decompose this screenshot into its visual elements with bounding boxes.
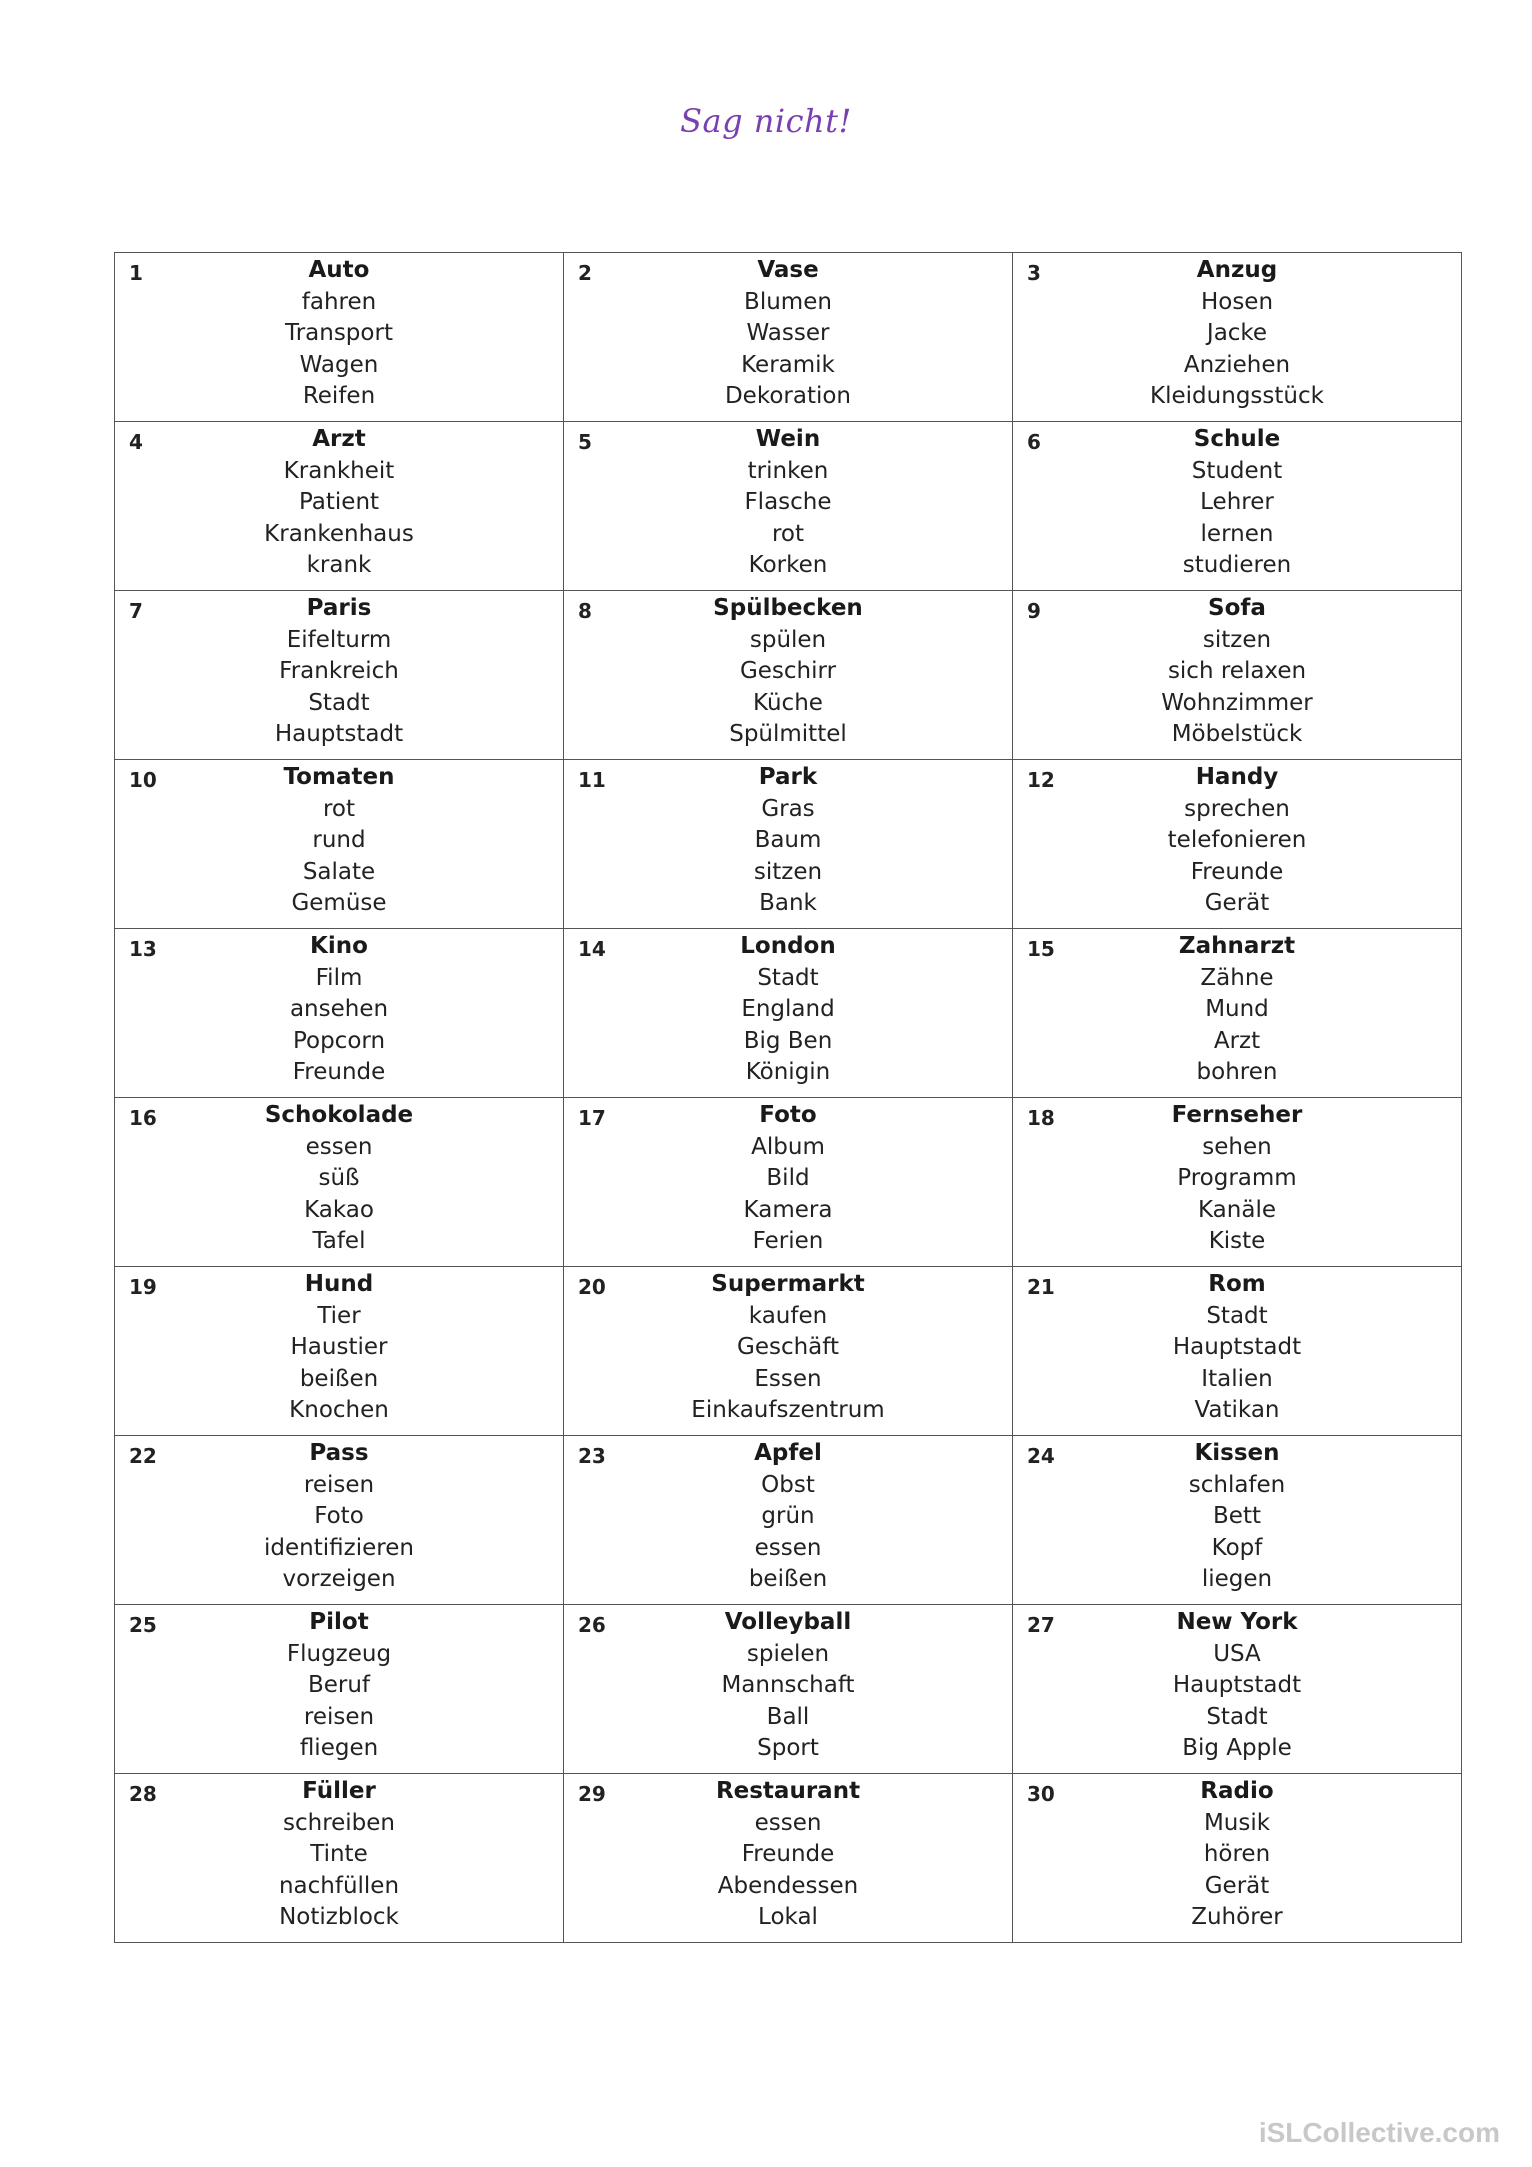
- card-number: 1: [129, 261, 143, 285]
- target-word: New York: [1176, 1609, 1298, 1635]
- forbidden-word: vorzeigen: [282, 1566, 396, 1592]
- forbidden-word: reisen: [303, 1703, 375, 1730]
- card-words: [564, 253, 1012, 413]
- forbidden-word: Stadt: [1206, 1302, 1268, 1329]
- taboo-card: [115, 1267, 564, 1436]
- card-row: [115, 253, 1462, 422]
- card-row: [115, 422, 1462, 591]
- card-words: [115, 253, 563, 413]
- card-row: [115, 591, 1462, 760]
- target-word: Rom: [1208, 1271, 1266, 1297]
- card-row: [115, 1098, 1462, 1267]
- card-number: 23: [578, 1444, 606, 1468]
- forbidden-word: Notizblock: [279, 1904, 399, 1930]
- forbidden-word: Frankreich: [279, 658, 399, 684]
- forbidden-word: Album: [751, 1133, 825, 1160]
- target-word: Tomaten: [283, 764, 395, 790]
- forbidden-word: Hauptstadt: [1172, 1334, 1302, 1360]
- card-number: 16: [129, 1106, 157, 1130]
- forbidden-word: Geschirr: [739, 658, 837, 684]
- target-word: Pilot: [309, 1609, 369, 1635]
- forbidden-word: Flasche: [744, 489, 832, 515]
- forbidden-word: spülen: [749, 626, 827, 653]
- forbidden-word: sprechen: [1184, 795, 1290, 822]
- taboo-card: [564, 253, 1013, 422]
- forbidden-word: Korken: [748, 552, 828, 578]
- forbidden-word: Gerät: [1204, 890, 1270, 916]
- forbidden-word: fahren: [301, 288, 377, 315]
- taboo-card: [564, 1774, 1013, 1943]
- card-words: [115, 1436, 563, 1596]
- target-word: Zahnarzt: [1178, 933, 1296, 959]
- card-words: [1013, 929, 1461, 1089]
- taboo-card: [564, 591, 1013, 760]
- forbidden-word: fliegen: [299, 1735, 379, 1761]
- forbidden-word: Hosen: [1200, 288, 1274, 315]
- forbidden-word: nachfüllen: [278, 1872, 400, 1899]
- forbidden-word: sich relaxen: [1167, 658, 1307, 684]
- taboo-card: [1013, 1605, 1462, 1774]
- forbidden-word: grün: [761, 1503, 815, 1529]
- taboo-card: [1013, 253, 1462, 422]
- forbidden-word: essen: [305, 1133, 373, 1160]
- forbidden-word: Keramik: [741, 351, 835, 378]
- card-words: [1013, 591, 1461, 751]
- forbidden-word: Gemüse: [291, 890, 387, 916]
- card-words: [115, 591, 563, 751]
- card-number: 9: [1027, 599, 1041, 623]
- forbidden-word: Musik: [1203, 1809, 1271, 1836]
- card-words: [564, 422, 1012, 582]
- target-word: Apfel: [754, 1440, 822, 1466]
- card-words: [1013, 422, 1461, 582]
- forbidden-word: kaufen: [748, 1302, 828, 1329]
- taboo-card: [564, 1098, 1013, 1267]
- forbidden-word: Freunde: [741, 1841, 835, 1867]
- card-number: 21: [1027, 1275, 1055, 1299]
- forbidden-word: süß: [318, 1165, 360, 1191]
- card-number: 13: [129, 937, 157, 961]
- forbidden-word: Film: [315, 964, 363, 991]
- card-words: [1013, 1605, 1461, 1765]
- target-word: Schokolade: [264, 1102, 414, 1128]
- forbidden-word: hören: [1203, 1841, 1271, 1867]
- card-words: [115, 1774, 563, 1934]
- forbidden-word: Big Apple: [1182, 1735, 1292, 1761]
- card-words: [115, 422, 563, 582]
- forbidden-word: Spülmittel: [729, 721, 847, 747]
- card-number: 30: [1027, 1782, 1055, 1806]
- forbidden-word: bohren: [1196, 1059, 1278, 1085]
- target-word: Anzug: [1196, 257, 1278, 283]
- forbidden-word: Wohnzimmer: [1161, 689, 1313, 716]
- forbidden-word: Küche: [753, 689, 823, 716]
- taboo-card: [115, 591, 564, 760]
- taboo-card: [115, 929, 564, 1098]
- forbidden-word: Anziehen: [1183, 351, 1291, 378]
- card-number: 14: [578, 937, 606, 961]
- forbidden-word: telefonieren: [1167, 827, 1307, 853]
- forbidden-word: Arzt: [1213, 1027, 1261, 1054]
- card-words: [1013, 1267, 1461, 1427]
- target-word: Volleyball: [724, 1609, 852, 1635]
- card-number: 25: [129, 1613, 157, 1637]
- forbidden-word: liegen: [1201, 1566, 1273, 1592]
- forbidden-word: Zuhörer: [1191, 1904, 1283, 1930]
- forbidden-word: beißen: [299, 1365, 379, 1392]
- target-word: Paris: [306, 595, 372, 621]
- forbidden-word: Beruf: [307, 1672, 371, 1698]
- card-words: [564, 1436, 1012, 1596]
- forbidden-word: Wasser: [746, 320, 830, 346]
- forbidden-word: Stadt: [757, 964, 819, 991]
- taboo-card-grid: [114, 252, 1462, 1943]
- forbidden-word: Essen: [754, 1365, 822, 1392]
- forbidden-word: Jacke: [1206, 320, 1268, 346]
- card-row: [115, 1605, 1462, 1774]
- target-word: Radio: [1200, 1778, 1274, 1804]
- forbidden-word: Abendessen: [717, 1872, 859, 1899]
- forbidden-word: USA: [1213, 1640, 1261, 1667]
- taboo-card: [115, 422, 564, 591]
- forbidden-word: Flugzeug: [286, 1640, 392, 1667]
- forbidden-word: Kleidungsstück: [1150, 383, 1324, 409]
- card-number: 4: [129, 430, 143, 454]
- taboo-card: [115, 1436, 564, 1605]
- target-word: Spülbecken: [713, 595, 863, 621]
- card-number: 15: [1027, 937, 1055, 961]
- forbidden-word: Kakao: [304, 1196, 374, 1223]
- forbidden-word: England: [741, 996, 835, 1022]
- forbidden-word: reisen: [303, 1471, 375, 1498]
- forbidden-word: Dekoration: [724, 383, 852, 409]
- card-words: [1013, 760, 1461, 920]
- forbidden-word: Bett: [1213, 1503, 1261, 1529]
- forbidden-word: Bank: [759, 890, 817, 916]
- card-words: [115, 1098, 563, 1258]
- card-words: [115, 929, 563, 1089]
- taboo-card: [1013, 1098, 1462, 1267]
- forbidden-word: Blumen: [744, 288, 832, 315]
- card-words: [1013, 1774, 1461, 1934]
- forbidden-word: Sport: [757, 1735, 819, 1761]
- card-number: 27: [1027, 1613, 1055, 1637]
- target-word: Hund: [304, 1271, 374, 1297]
- taboo-card: [115, 253, 564, 422]
- card-number: 19: [129, 1275, 157, 1299]
- target-word: Kino: [310, 933, 368, 959]
- forbidden-word: identifizieren: [264, 1534, 414, 1561]
- forbidden-word: Programm: [1177, 1165, 1297, 1191]
- card-number: 10: [129, 768, 157, 792]
- forbidden-word: Gerät: [1204, 1872, 1270, 1899]
- taboo-card: [564, 422, 1013, 591]
- forbidden-word: Italien: [1201, 1365, 1273, 1392]
- forbidden-word: Gras: [761, 795, 815, 822]
- card-words: [564, 591, 1012, 751]
- target-word: Auto: [308, 257, 370, 283]
- forbidden-word: Haustier: [290, 1334, 388, 1360]
- card-words: [115, 1267, 563, 1427]
- taboo-card: [1013, 1436, 1462, 1605]
- card-number: 6: [1027, 430, 1041, 454]
- forbidden-word: Mannschaft: [721, 1672, 855, 1698]
- forbidden-word: Student: [1191, 457, 1283, 484]
- forbidden-word: Kiste: [1208, 1228, 1266, 1254]
- card-number: 2: [578, 261, 592, 285]
- forbidden-word: rund: [312, 827, 366, 853]
- card-words: [564, 760, 1012, 920]
- target-word: Park: [758, 764, 818, 790]
- forbidden-word: essen: [754, 1534, 822, 1561]
- forbidden-word: Foto: [314, 1503, 364, 1529]
- target-word: Restaurant: [715, 1778, 861, 1804]
- forbidden-word: Eifelturm: [286, 626, 392, 653]
- taboo-card: [564, 1267, 1013, 1436]
- card-words: [564, 929, 1012, 1089]
- forbidden-word: Kamera: [743, 1196, 833, 1223]
- forbidden-word: Geschäft: [737, 1334, 839, 1360]
- forbidden-word: krank: [306, 552, 372, 578]
- taboo-card: [1013, 422, 1462, 591]
- target-word: Fernseher: [1171, 1102, 1303, 1128]
- forbidden-word: Krankenhaus: [264, 520, 414, 547]
- forbidden-word: spielen: [746, 1640, 830, 1667]
- card-words: [115, 760, 563, 920]
- taboo-card: [115, 1098, 564, 1267]
- target-word: London: [740, 933, 836, 959]
- card-number: 24: [1027, 1444, 1055, 1468]
- target-word: Kissen: [1194, 1440, 1280, 1466]
- target-word: Sofa: [1208, 595, 1266, 621]
- card-row: [115, 1267, 1462, 1436]
- target-word: Vase: [757, 257, 819, 283]
- forbidden-word: sehen: [1202, 1133, 1272, 1160]
- forbidden-word: Hauptstadt: [1172, 1672, 1302, 1698]
- forbidden-word: Baum: [754, 827, 822, 853]
- forbidden-word: Krankheit: [283, 457, 395, 484]
- card-number: 28: [129, 1782, 157, 1806]
- forbidden-word: Kopf: [1211, 1534, 1263, 1561]
- forbidden-word: Tinte: [310, 1841, 368, 1867]
- taboo-card: [115, 1605, 564, 1774]
- forbidden-word: trinken: [747, 457, 829, 484]
- forbidden-word: schlafen: [1188, 1471, 1286, 1498]
- card-number: 7: [129, 599, 143, 623]
- forbidden-word: Stadt: [1206, 1703, 1268, 1730]
- forbidden-word: Ferien: [752, 1228, 824, 1254]
- card-number: 3: [1027, 261, 1041, 285]
- forbidden-word: Zähne: [1200, 964, 1274, 991]
- forbidden-word: essen: [754, 1809, 822, 1836]
- target-word: Supermarkt: [711, 1271, 865, 1297]
- forbidden-word: Popcorn: [292, 1027, 386, 1054]
- card-words: [564, 1267, 1012, 1427]
- forbidden-word: Hauptstadt: [274, 721, 404, 747]
- forbidden-word: Lokal: [758, 1904, 818, 1930]
- forbidden-word: studieren: [1182, 552, 1292, 578]
- forbidden-word: Tafel: [312, 1228, 366, 1254]
- forbidden-word: Bild: [766, 1165, 810, 1191]
- card-row: [115, 929, 1462, 1098]
- card-number: 8: [578, 599, 592, 623]
- taboo-card: [1013, 760, 1462, 929]
- forbidden-word: Vatikan: [1194, 1397, 1280, 1423]
- taboo-card: [1013, 1774, 1462, 1943]
- card-number: 22: [129, 1444, 157, 1468]
- card-words: [1013, 1098, 1461, 1258]
- page-title: Sag nicht!: [680, 102, 852, 140]
- forbidden-word: Ball: [766, 1703, 810, 1730]
- forbidden-word: Big Ben: [743, 1027, 833, 1054]
- target-word: Arzt: [312, 426, 366, 452]
- target-word: Schule: [1193, 426, 1281, 452]
- card-number: 5: [578, 430, 592, 454]
- taboo-card: [115, 760, 564, 929]
- forbidden-word: lernen: [1200, 520, 1274, 547]
- forbidden-word: Patient: [298, 489, 380, 515]
- card-row: [115, 760, 1462, 929]
- forbidden-word: Salate: [302, 858, 376, 885]
- forbidden-word: rot: [322, 795, 356, 822]
- card-words: [115, 1605, 563, 1765]
- taboo-card: [564, 760, 1013, 929]
- target-word: Füller: [302, 1778, 376, 1804]
- target-word: Foto: [759, 1102, 817, 1128]
- card-words: [1013, 1436, 1461, 1596]
- card-words: [1013, 253, 1461, 413]
- forbidden-word: Freunde: [1190, 858, 1284, 885]
- forbidden-word: Wagen: [299, 351, 379, 378]
- forbidden-word: Kanäle: [1198, 1196, 1276, 1223]
- card-number: 29: [578, 1782, 606, 1806]
- forbidden-word: Mund: [1205, 996, 1269, 1022]
- forbidden-word: Lehrer: [1200, 489, 1274, 515]
- forbidden-word: sitzen: [1202, 626, 1272, 653]
- forbidden-word: Stadt: [308, 689, 370, 716]
- target-word: Handy: [1195, 764, 1279, 790]
- taboo-card: [564, 929, 1013, 1098]
- card-row: [115, 1436, 1462, 1605]
- card-words: [564, 1098, 1012, 1258]
- taboo-card: [564, 1436, 1013, 1605]
- forbidden-word: Transport: [285, 320, 393, 346]
- watermark: iSLCollective.com: [1258, 2117, 1500, 2148]
- forbidden-word: Tier: [317, 1302, 361, 1329]
- forbidden-word: Königin: [745, 1059, 831, 1085]
- forbidden-word: Möbelstück: [1171, 721, 1303, 747]
- forbidden-word: beißen: [748, 1566, 828, 1592]
- target-word: Wein: [755, 426, 821, 452]
- forbidden-word: ansehen: [289, 996, 389, 1022]
- taboo-card: [115, 1774, 564, 1943]
- card-words: [564, 1774, 1012, 1934]
- card-number: 26: [578, 1613, 606, 1637]
- taboo-card: [564, 1605, 1013, 1774]
- target-word: Pass: [309, 1440, 369, 1466]
- forbidden-word: Freunde: [292, 1059, 386, 1085]
- taboo-card: [1013, 591, 1462, 760]
- forbidden-word: Obst: [761, 1471, 815, 1498]
- forbidden-word: sitzen: [753, 858, 823, 885]
- card-number: 17: [578, 1106, 606, 1130]
- forbidden-word: schreiben: [282, 1809, 396, 1836]
- card-words: [564, 1605, 1012, 1765]
- card-row: [115, 1774, 1462, 1943]
- card-number: 20: [578, 1275, 606, 1299]
- forbidden-word: Knochen: [289, 1397, 389, 1423]
- card-number: 18: [1027, 1106, 1055, 1130]
- taboo-card: [1013, 1267, 1462, 1436]
- card-number: 11: [578, 768, 606, 792]
- taboo-card: [1013, 929, 1462, 1098]
- card-number: 12: [1027, 768, 1055, 792]
- forbidden-word: Einkaufszentrum: [691, 1397, 885, 1423]
- forbidden-word: Reifen: [302, 383, 376, 409]
- forbidden-word: rot: [771, 520, 805, 547]
